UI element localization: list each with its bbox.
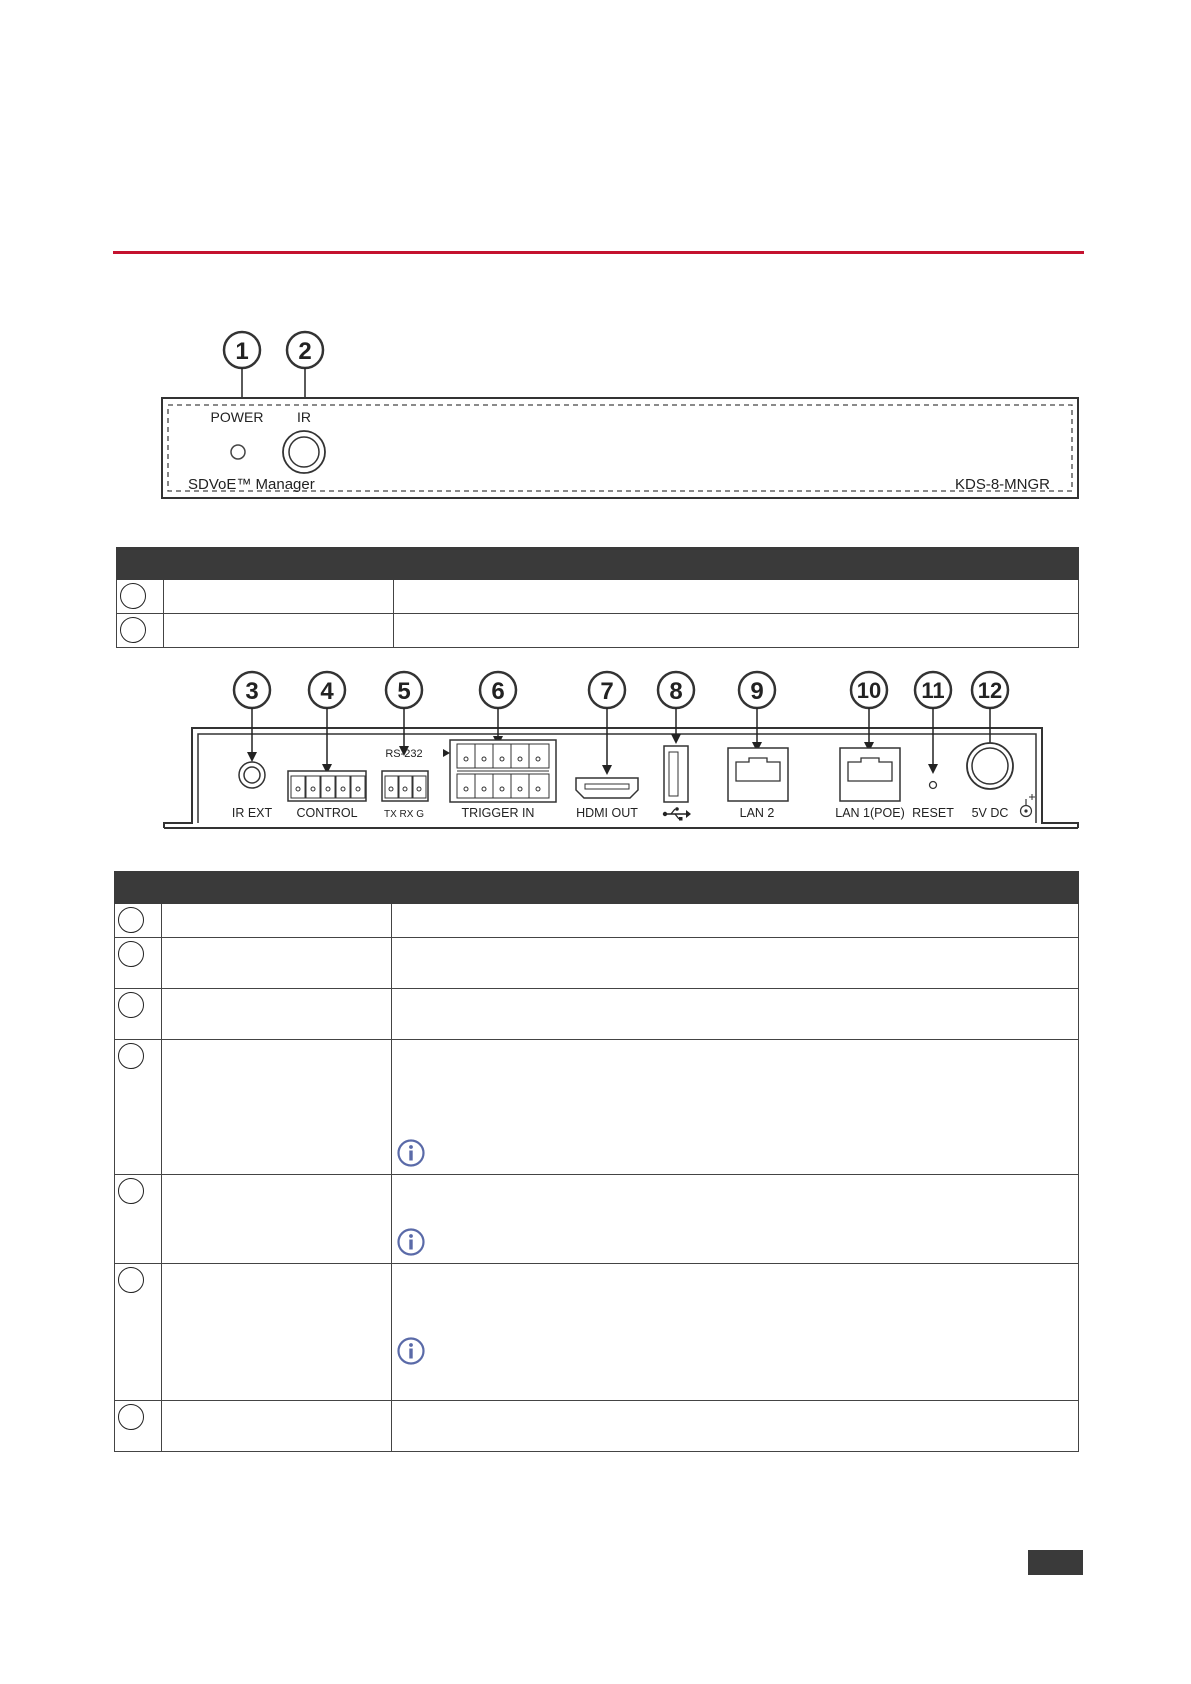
callout-12-number: 12: [977, 678, 1003, 703]
callout-7-number: 7: [600, 678, 614, 705]
callout-6-number: 6: [491, 678, 505, 705]
reset-label: RESET: [912, 806, 954, 820]
callout-8: [658, 672, 694, 744]
reset-button: [930, 782, 937, 789]
info-icon: [396, 1336, 1078, 1366]
section-rule: [113, 251, 1084, 254]
rs232-terminal: [382, 771, 428, 801]
table-header: [117, 548, 1079, 580]
callout-9-number: 9: [750, 678, 764, 705]
table-row: [115, 938, 1079, 989]
power-dc-jack: [967, 743, 1013, 789]
front-panel-table: [116, 547, 1079, 648]
row-number-circle: [118, 992, 144, 1018]
table-row: [115, 1264, 1079, 1401]
rs232-label: RS-232: [385, 748, 423, 760]
power-label: POWER: [210, 409, 264, 425]
model-label: KDS-8-MNGR: [954, 476, 1050, 493]
callout-4-number: 4: [320, 678, 334, 705]
hdmi-out-port: [576, 778, 638, 798]
brand-label: SDVoE™ Manager: [188, 476, 315, 493]
callout-2-number: 2: [298, 338, 312, 365]
ir-ext-jack: [239, 762, 265, 788]
front-panel-diagram: [160, 330, 1090, 508]
row-number-circle: [118, 1404, 144, 1430]
callout-8-number: 8: [669, 678, 683, 705]
callout-7: [589, 672, 625, 775]
lan2-label: LAN 2: [739, 806, 775, 820]
callout-5: [386, 672, 422, 756]
ir-label: IR: [297, 409, 311, 425]
callout-10-number: 10: [856, 678, 882, 703]
table-row: [115, 904, 1079, 938]
hdmi-out-label: HDMI OUT: [576, 806, 638, 820]
callout-9: [739, 672, 775, 752]
rear-panel-table: [114, 871, 1079, 1452]
dc-polarity-icon: [1021, 794, 1036, 817]
row-number-circle: [118, 941, 144, 967]
table-row: [115, 1175, 1079, 1264]
control-terminal: [288, 771, 366, 801]
row-number-circle: [118, 1267, 144, 1293]
rear-panel-diagram: [160, 668, 1090, 833]
info-icon: [396, 1138, 1078, 1168]
table-row: [117, 614, 1079, 648]
row-number-circle: [118, 907, 144, 933]
power-dc-label: 5V DC: [971, 806, 1009, 820]
callout-3-number: 3: [245, 678, 259, 705]
callout-10: [851, 672, 887, 752]
row-number-circle: [120, 617, 146, 643]
table-header: [115, 872, 1079, 904]
callout-3: [234, 672, 270, 762]
control-label: CONTROL: [296, 806, 358, 820]
callout-5-number: 5: [397, 678, 411, 705]
row-number-circle: [120, 583, 146, 609]
callout-11: [915, 672, 951, 774]
lan2-port: [728, 748, 788, 801]
power-led: [231, 445, 245, 459]
lan1-label: LAN 1(POE): [835, 806, 905, 820]
txrxg-label: TX RX G: [383, 809, 425, 820]
callout-11-number: 11: [921, 678, 945, 703]
callout-6: [480, 672, 516, 746]
table-row: [115, 1401, 1079, 1452]
table-row: [115, 989, 1079, 1040]
row-number-circle: [118, 1043, 144, 1069]
trigger-in-label: TRIGGER IN: [461, 806, 535, 820]
trigger-in-terminal: [450, 740, 556, 802]
info-icon: [396, 1227, 1078, 1257]
callout-4: [309, 672, 345, 774]
callout-1-number: 1: [235, 338, 249, 365]
ir-ext-label: IR EXT: [231, 806, 273, 820]
page-number-tab: [1028, 1550, 1083, 1575]
ir-sensor: [283, 431, 325, 473]
lan1-poe-port: [840, 748, 900, 801]
table-row: [117, 580, 1079, 614]
table-row: [115, 1040, 1079, 1175]
row-number-circle: [118, 1178, 144, 1204]
usb-port: [664, 746, 688, 802]
usb-icon: [663, 807, 691, 820]
